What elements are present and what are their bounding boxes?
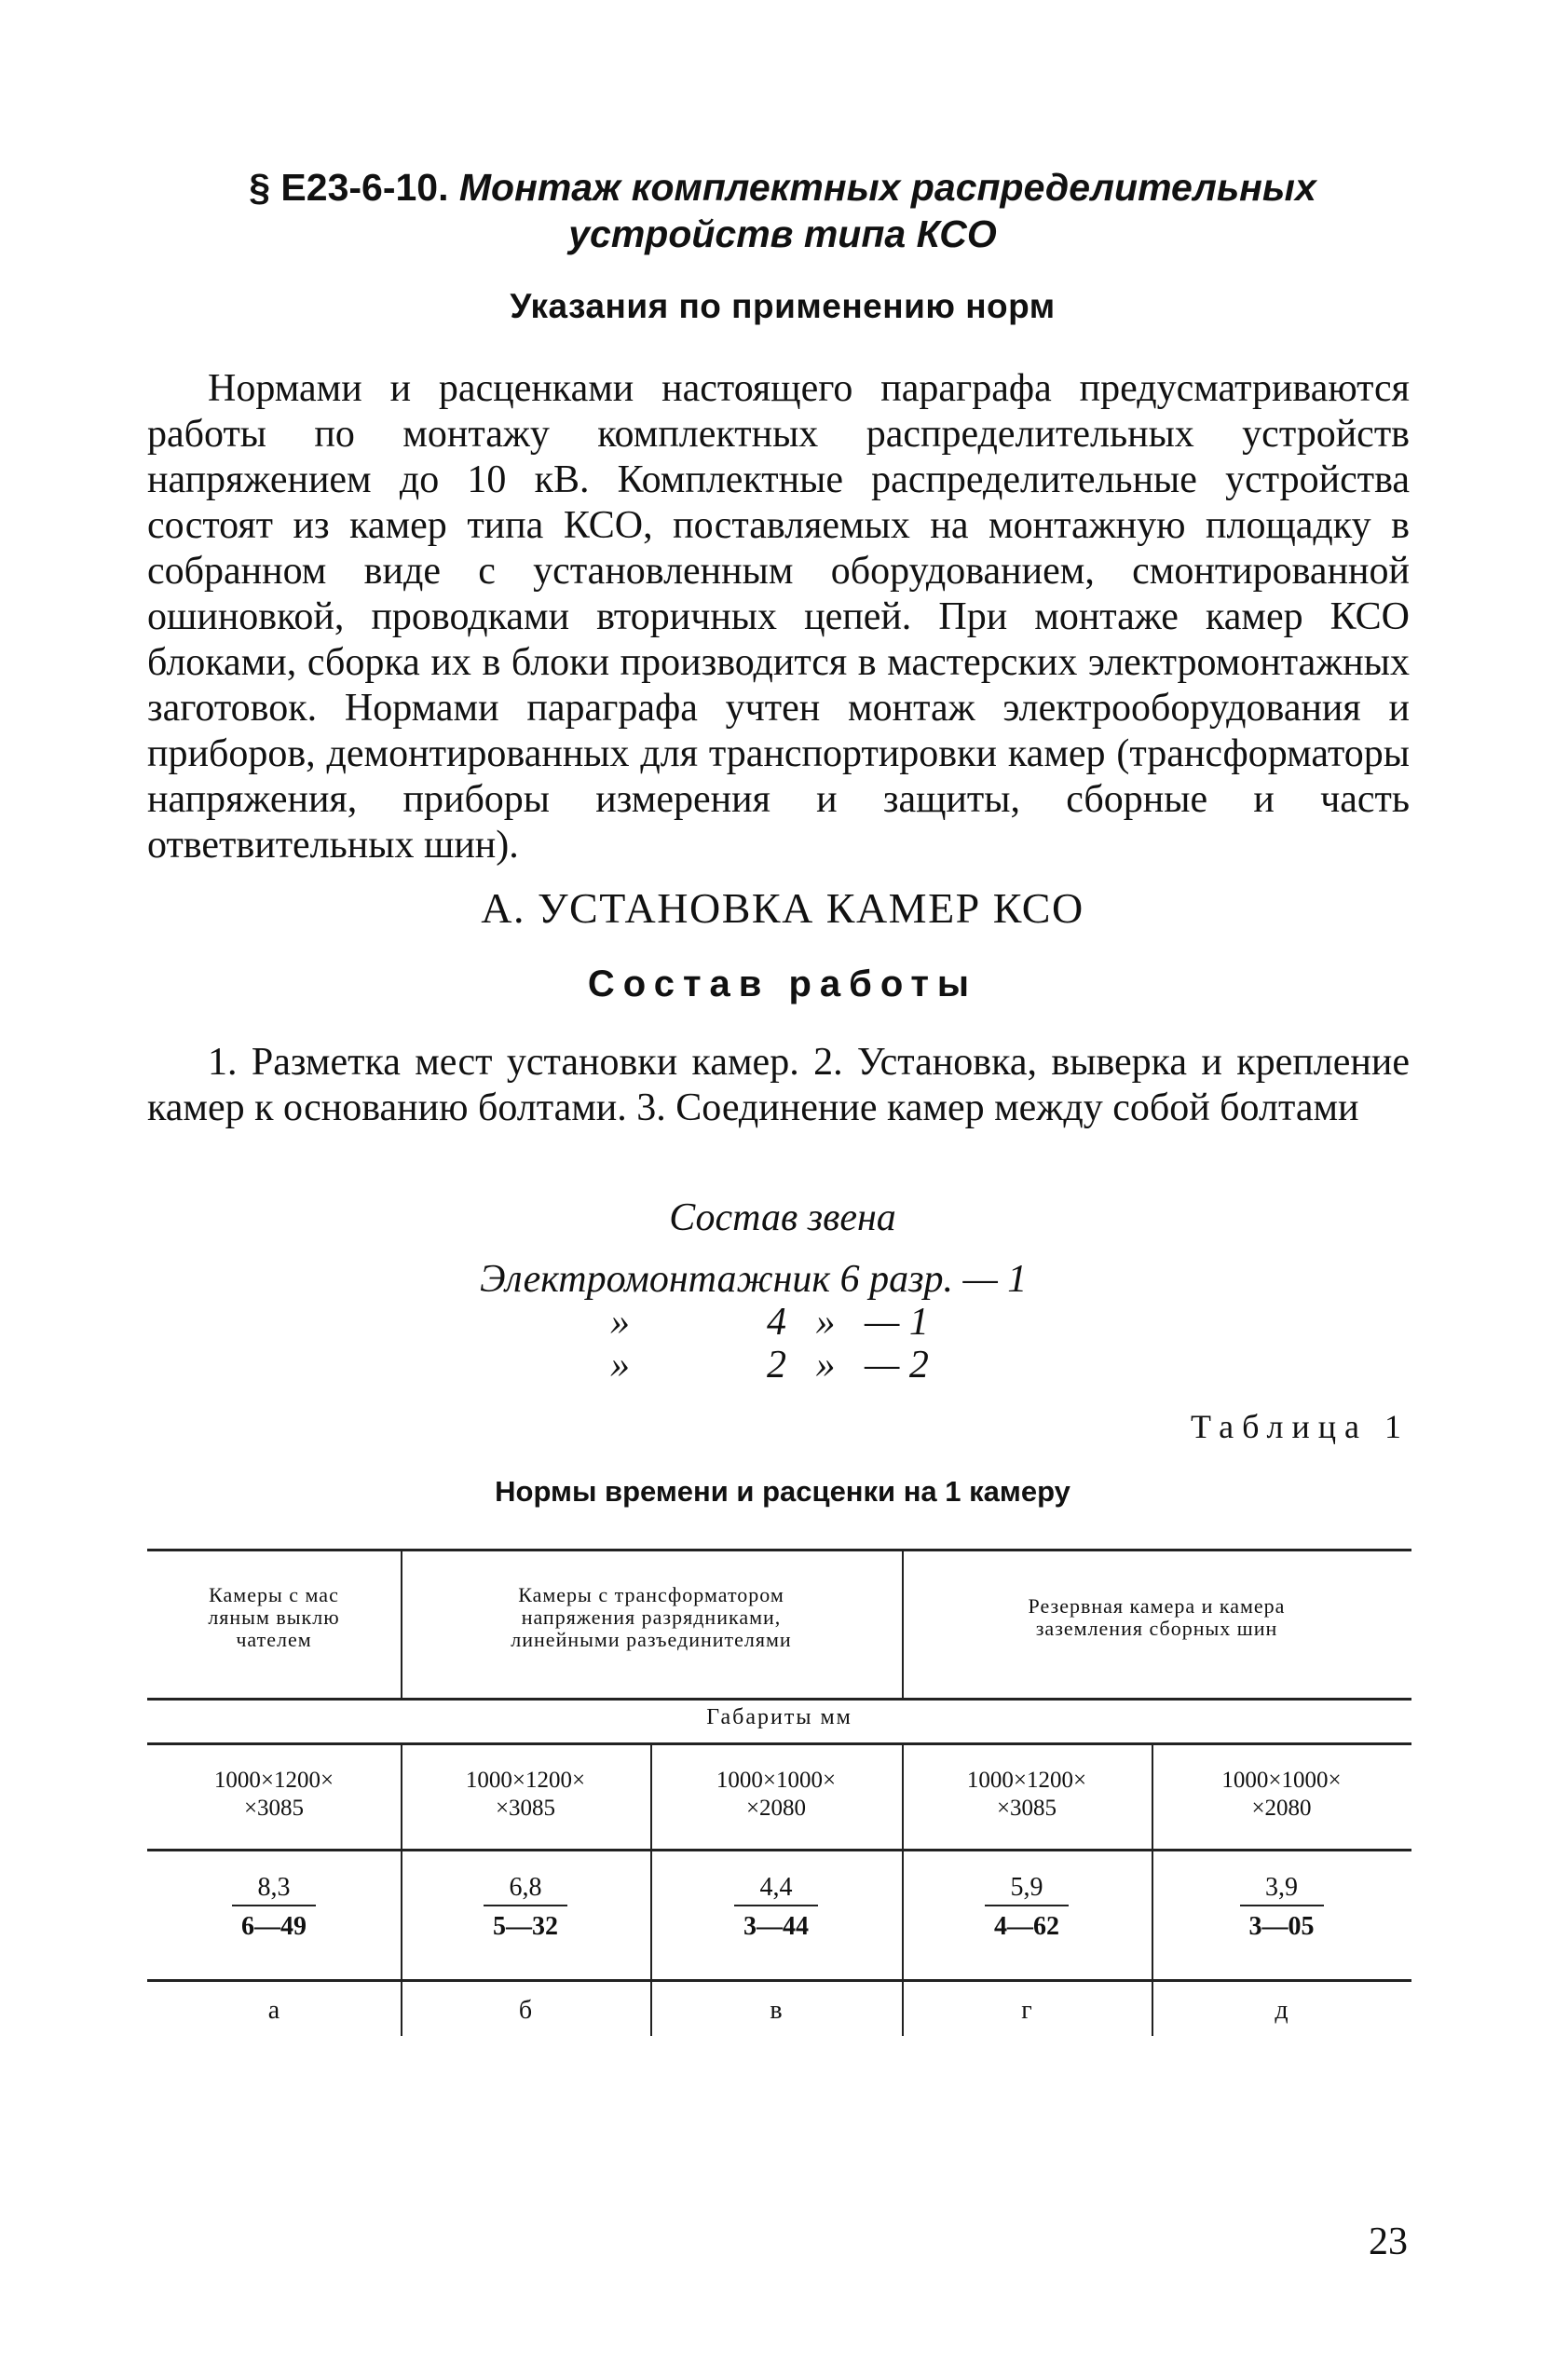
crew-line: Электромонтажник 6 разр. — 1 bbox=[480, 1258, 1028, 1301]
header-line: линейными разъединителями bbox=[511, 1628, 792, 1651]
norm-cell bbox=[147, 1873, 401, 1942]
crew-line: » 4 » — 1 bbox=[610, 1301, 929, 1344]
table-rule bbox=[147, 1979, 1411, 1982]
dimension-line: 1000×1000× bbox=[1221, 1768, 1342, 1793]
norm-price: 3—05 bbox=[1248, 1912, 1315, 1941]
header-cell-transformer bbox=[401, 1584, 902, 1651]
dimension-line: ×2080 bbox=[745, 1796, 807, 1821]
dimensions-label: Габариты мм bbox=[706, 1705, 852, 1729]
dimension-line: 1000×1200× bbox=[213, 1768, 334, 1793]
work-composition-heading: Состав работы bbox=[587, 963, 978, 1004]
header-line: ляным выклю bbox=[208, 1605, 340, 1629]
table-rule bbox=[147, 1549, 1411, 1551]
paragraph-title bbox=[149, 166, 1416, 210]
norm-cell bbox=[1152, 1873, 1411, 1942]
paragraph-title-line-2: устройств типа КСО bbox=[568, 212, 997, 255]
dimension-line: 1000×1000× bbox=[716, 1768, 837, 1793]
table-rule bbox=[147, 1698, 1411, 1701]
norm-price: 3—44 bbox=[743, 1912, 809, 1941]
dimension-line: 1000×1200× bbox=[465, 1768, 586, 1793]
column-letter: б bbox=[518, 1996, 533, 2025]
paragraph-title-line-1: Монтаж комплектных распределительных bbox=[458, 166, 1316, 209]
header-cell-reserve bbox=[902, 1595, 1411, 1640]
crew-line: » 2 » — 2 bbox=[610, 1344, 929, 1387]
dimension-cell bbox=[401, 1767, 650, 1823]
norm-price: 6—49 bbox=[241, 1912, 307, 1941]
header-line: Камеры с мас bbox=[209, 1583, 339, 1606]
norm-price: 4—62 bbox=[994, 1912, 1059, 1941]
norm-time: 6,8 bbox=[484, 1873, 567, 1906]
dimension-line: ×3085 bbox=[996, 1796, 1057, 1821]
dimension-cell bbox=[902, 1767, 1152, 1823]
header-cell-oil-breaker bbox=[147, 1584, 401, 1651]
header-line: Камеры с трансформатором bbox=[518, 1583, 784, 1606]
table-title: Нормы времени и расценки на 1 камеру bbox=[495, 1475, 1070, 1508]
header-line: напряжения разрядниками, bbox=[521, 1605, 782, 1629]
instructions-heading: Указания по применению норм bbox=[510, 287, 1056, 325]
norm-cell bbox=[401, 1873, 650, 1942]
dimension-line: ×3085 bbox=[495, 1796, 556, 1821]
table-rule bbox=[147, 1742, 1411, 1745]
norm-price: 5—32 bbox=[493, 1912, 558, 1941]
column-letter: г bbox=[1021, 1996, 1032, 2025]
crew-title: Состав звена bbox=[669, 1196, 896, 1239]
header-line: чателем bbox=[236, 1628, 312, 1651]
table-rule bbox=[147, 1849, 1411, 1851]
column-letter: в bbox=[770, 1996, 783, 2025]
column-letter: д bbox=[1275, 1996, 1288, 2025]
norm-time: 4,4 bbox=[734, 1873, 818, 1906]
dimension-line: ×3085 bbox=[243, 1796, 305, 1821]
norm-time: 8,3 bbox=[232, 1873, 316, 1906]
header-line: Резервная камера и камера bbox=[1028, 1594, 1286, 1618]
dimension-line: ×2080 bbox=[1251, 1796, 1312, 1821]
norm-time: 5,9 bbox=[985, 1873, 1069, 1906]
page-number: 23 bbox=[1369, 2220, 1408, 2263]
column-letter: а bbox=[267, 1996, 280, 2025]
norm-time: 3,9 bbox=[1240, 1873, 1324, 1906]
norm-cell bbox=[902, 1873, 1152, 1942]
header-line: заземления сборных шин bbox=[1035, 1617, 1278, 1640]
norm-cell bbox=[650, 1873, 902, 1942]
table-label: Таблица 1 bbox=[1191, 1408, 1410, 1445]
intro-paragraph: Нормами и расценками настоящего параграфа предусматриваются работы по монтажу комплектных распределительных устройств напряжением до 10 кВ. Комплектные распределительные устройства состоят из камер типа КСО, поставляемых на монтажную площадку в собранном виде с установленным оборудованием, смонтированной ошиновкой, проводками вторичных цепей. При монтаже камер КСО блоками, сборка их в блоки производится в мастерских электромонтажных заготовок. Нормами параграфа учтен монтаж электрооборудования и приборов, демонтированных для транспортировки камер (трансформаторы напряжения, приборы измерения и защиты, сборные и часть ответвительных шин). bbox=[147, 367, 1410, 867]
dimension-cell bbox=[650, 1767, 902, 1823]
dimension-cell bbox=[147, 1767, 401, 1823]
dimension-cell bbox=[1152, 1767, 1411, 1823]
dimension-line: 1000×1200× bbox=[966, 1768, 1087, 1793]
paragraph-number: § Е23-6-10. bbox=[249, 166, 449, 209]
work-composition-text: 1. Разметка мест установки камер. 2. Установка, выверка и крепление камер к основанию болтами. 3. Соединение камер между собой болтами bbox=[147, 1041, 1410, 1129]
section-a-title: А. УСТАНОВКА КАМЕР КСО bbox=[481, 884, 1084, 932]
